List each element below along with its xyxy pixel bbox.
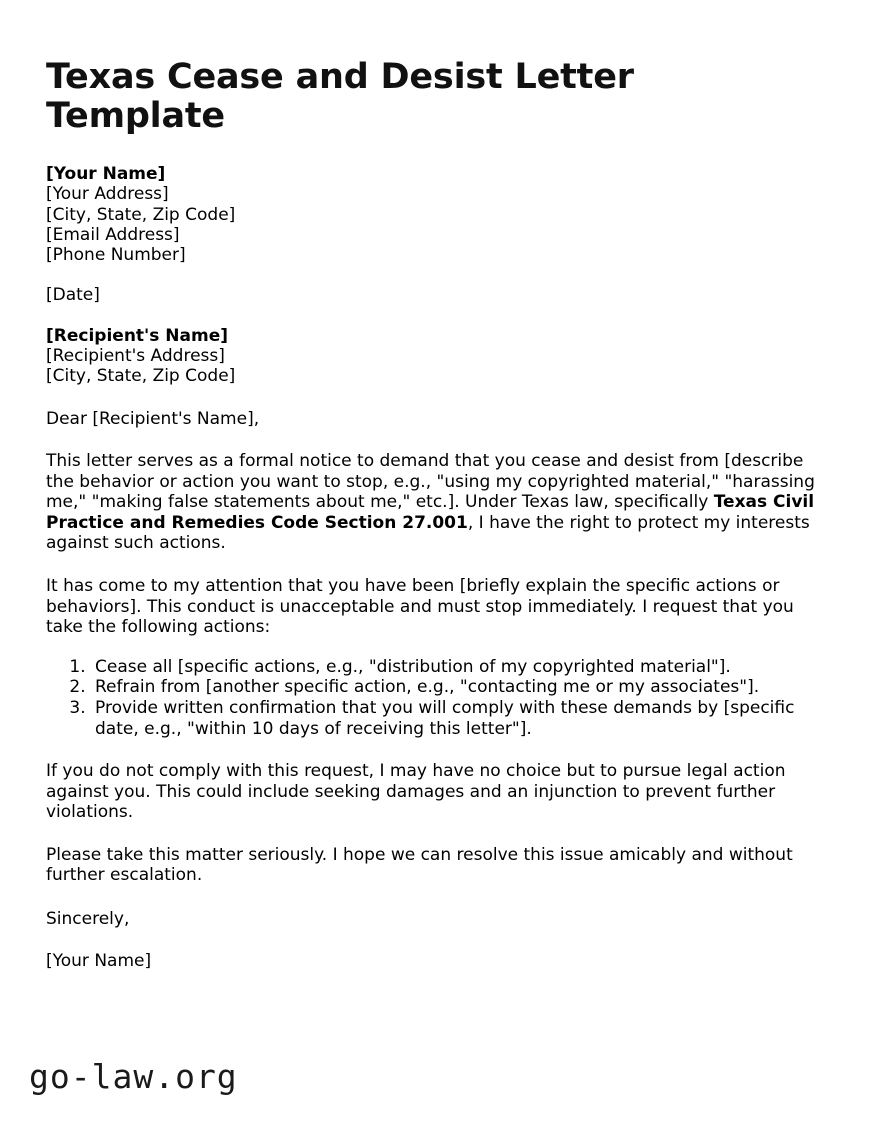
letter-body <box>46 0 818 971</box>
salutation: Dear [Recipient's Name], <box>46 408 260 429</box>
list-item: 2. Refrain from [another specific action, e.g., "contacting me or my associates"]. <box>91 677 818 698</box>
sender-address: [Your Address] <box>46 184 169 205</box>
demands-list <box>46 657 818 739</box>
paragraph-attention: It has come to my attention that you have been [briefly explain the specific actions or behaviors]. This conduct is unacceptable and must stop immediately. I request that you take the following actions: <box>46 575 794 638</box>
sender-name: [Your Name] <box>46 164 166 184</box>
sender-city-state-zip: [City, State, Zip Code] <box>46 204 236 225</box>
paragraph-notice-text-before: This letter serves as a formal notice to demand that you cease and desist from [describe the behavior or action you want to stop, e.g., "using my copyrighted material," "harassing me," "making false statements about me," etc.]. Under Texas law, specifically <box>46 450 815 513</box>
recipient-name: [Recipient's Name] <box>46 325 229 346</box>
sender-phone: [Phone Number] <box>46 245 186 266</box>
letter-date: [Date] <box>46 285 100 306</box>
site-watermark: go-law.org <box>29 1057 238 1096</box>
closing-salutation: Sincerely, <box>46 909 130 930</box>
recipient-city-state-zip: [City, State, Zip Code] <box>46 366 236 387</box>
page-title: Texas Cease and Desist Letter Template <box>46 57 634 136</box>
paragraph-consequences: If you do not comply with this request, I may have no choice but to pursue legal action against you. This could include seeking damages and an injunction to prevent further violations. <box>46 761 786 823</box>
list-item: 1. Cease all [specific actions, e.g., "distribution of my copyrighted material"]. <box>91 657 818 678</box>
sender-address-block <box>46 164 818 265</box>
recipient-address-block <box>46 326 818 387</box>
statute-reference: Texas Civil Practice and Remedies Code Section 27.001 <box>46 492 815 533</box>
sender-email: [Email Address] <box>46 224 180 245</box>
signature-name: [Your Name] <box>46 950 152 971</box>
paragraph-resolution: Please take this matter seriously. I hope we can resolve this issue amicably and without further escalation. <box>46 844 793 886</box>
paragraph-notice-text-after: , I have the right to protect my interests against such actions. <box>46 512 810 554</box>
list-item: 3. Provide written confirmation that you will comply with these demands by [specific date, e.g., "within 10 days of receiving this letter"]. <box>91 698 818 739</box>
recipient-address: [Recipient's Address] <box>46 346 225 367</box>
paragraph-notice <box>46 451 818 554</box>
